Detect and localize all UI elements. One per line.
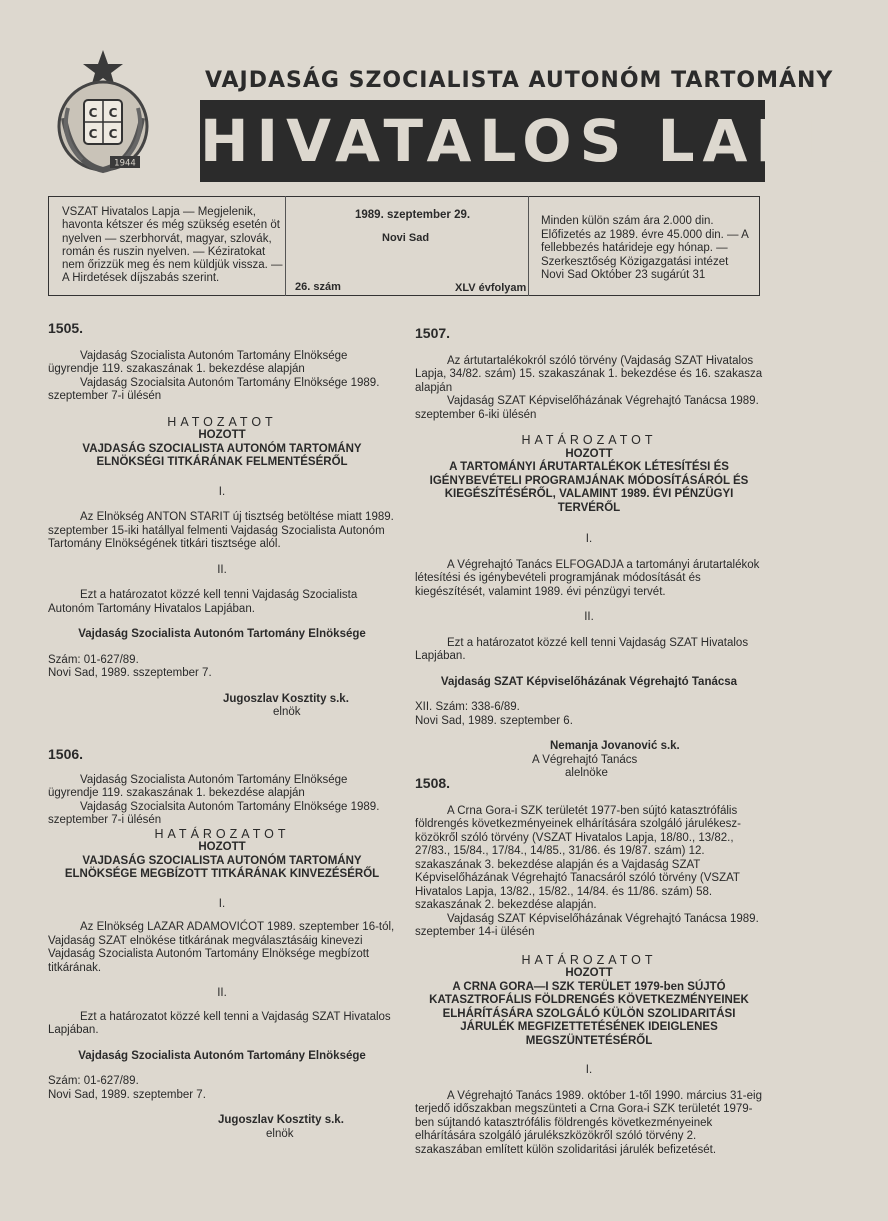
issue-volume: XLV évfolyam — [455, 282, 527, 294]
decision-title: VAJDASÁG SZOCIALISTA AUTONÓM TARTOMÁNY ELNÖKSÉGI TITKÁRÁNAK FELMENTÉSÉRŐL — [82, 442, 362, 468]
divider — [285, 196, 286, 296]
issuer: Vajdaság SZAT Képviselőházának Végrehajtó Tanácsa — [440, 675, 738, 688]
intro-text: Vajdaság Szocialista Autonóm Tartomány Elnöksége ügyrendje 119. szakaszának 1. bekezdése alapján — [48, 773, 348, 799]
issuer: Vajdaság Szocialista Autonóm Tartomány Elnöksége — [78, 1049, 366, 1062]
decision-title: A TARTOMÁNYI ÁRUTARTALÉKOK LÉTESÍTÉSI ÉS IGÉNYBEVÉTELI PROGRAMJÁNAK MÓDOSÍTÁSÁRÓL ÉS KIEGÉSZÍTÉSÉRŐL, VALAMINT 1989. ÉVI PÉNZÜGYI TERVÉRŐL — [429, 461, 749, 514]
intro-text: Vajdaság Szocialsita Autonóm Tartomány Elnöksége 1989. szeptember 7-i ülésén — [48, 800, 380, 826]
section-roman: I. — [585, 533, 593, 545]
reference-number: Szám: 01-627/89. — [48, 1075, 139, 1087]
masthead-subtitle: VAJDASÁG SZOCIALISTA AUTONÓM TARTOMÁNY — [205, 68, 834, 93]
body-text: Az Elnökség LAZAR ADAMOVIĆOT 1989. szeptember 16-tól, Vajdaság SZAT elnökése titkárának megválasztásáig kinevezi Vajdaság Szocialista Autonóm Tartomány Elnöksége megbízott titkárának. — [48, 921, 395, 974]
masthead-title: HIVATALOS LAPJA — [200, 100, 765, 182]
section-number: 1506. — [48, 746, 84, 762]
doc-type: HATÁROZATOT — [154, 826, 290, 841]
svg-text:C: C — [88, 106, 98, 120]
intro-text: Az ártutartalékokról szóló törvény (Vajdaság SZAT Hivatalos Lapja, 34/82. szám) 15. szakaszának 1. bekezdése és 16. szakasza alapján — [415, 354, 763, 394]
body-text: Ezt a határozatot közzé kell tenni Vajdaság SZAT Hivatalos Lapjában. — [415, 636, 749, 662]
doc-type: HATÁROZATOT — [521, 433, 657, 447]
section-number: 1505. — [48, 320, 84, 336]
section-number: 1508. — [415, 775, 451, 791]
intro-text: Vajdaság SZAT Képviselőházának Végrehajtó Tanácsa 1989. szeptember 14-i ülésén — [415, 912, 759, 938]
signer-name: Jugoszlav Kosztity s.k. — [223, 692, 349, 705]
section-roman: I. — [218, 897, 226, 910]
body-text: A Végrehajtó Tanács ELFOGADJA a tartományi árutartalékok létesítési és igénybevételi programjának módosítását és kiegészítését, valamint 1989. évi pénzügyi tervét. — [415, 558, 760, 598]
decision-title: VAJDASÁG SZOCIALISTA AUTONÓM TARTOMÁNY ELNÖKSÉGE MEGBÍZOTT TITKÁRÁNAK KINVEZÉSÉRŐL — [64, 854, 380, 880]
intro-text: Vajdaság SZAT Képviselőházának Végrehajtó Tanácsa 1989. szeptember 6-iki ülésén — [415, 395, 759, 421]
hozott-label: HOZOTT — [198, 429, 246, 441]
section-roman: II. — [217, 563, 227, 576]
decision-title: A CRNA GORA—I SZK TERÜLET 1979-ben SÚJTÓ KATASZTROFÁLIS FÖLDRENGÉS KÖVETKEZMÉNYEINEK ELHÁRÍTÁSÁRA SZOLGÁLÓ KÜLÖN SZOLIDARITÁSI JÁRULÉK MEGFIZETTETÉSÉNEK IDEIGLENES MEGSZÜNTETÉSÉRŐL — [429, 980, 749, 1047]
issue-city: Novi Sad — [382, 232, 430, 244]
section-1505 — [48, 322, 396, 720]
section-roman: I. — [585, 1064, 593, 1076]
hozott-label: HOZOTT — [565, 967, 613, 979]
issue-date: 1989. szeptember 29. — [355, 209, 471, 221]
hozott-label: HOZOTT — [565, 447, 613, 460]
place-date: Novi Sad, 1989. szeptember 6. — [415, 714, 573, 727]
issuer: Vajdaság Szocialista Autonóm Tartomány Elnöksége — [78, 628, 366, 640]
publication-info: VSZAT Hivatalos Lapja — Megjelenik, havonta kétszer és még szükség esetén öt nyelven — szerbhorvát, magyar, szlovák, román és ruszin nyelven. — Kéziratokat nem őrizzük meg és nem küldjük vissza. — A Hirdetések díjszabás szerint. — [62, 206, 283, 285]
section-roman: II. — [584, 611, 594, 623]
section-1506 — [48, 748, 396, 1141]
section-roman: II. — [217, 987, 227, 999]
coat-of-arms-emblem — [52, 48, 154, 178]
signer-role: A Végrehajtó Tanács — [532, 753, 638, 766]
signer-name: Nemanja Jovanović s.k. — [550, 740, 680, 752]
body-text: A Végrehajtó Tanács 1989. október 1-től 1990. március 31-eig terjedő időszakban megszünteti a Crna Gora-i SZK területét 1979-ben sújtandó katasztrófális földrengés következményeinek elhárítására szolgáló járulékszközökről szóló törvény 2. szakaszában említett külön szolidaritási járulék befizetését. — [415, 1089, 762, 1156]
doc-type: HATOZATOT — [167, 414, 277, 429]
emblem-year: 1944 — [114, 158, 136, 169]
intro-text: A Crna Gora-i SZK területét 1977-ben sújtó katasztrófális földrengés következményeinek elhárítására szolgáló járulékesz-közökről szóló törvény (VSZAT Hivatalos Lapja, 18/80., 13/82., 27/83., 15/84., 17/84., 14/85., 31/86. és 19/87. szám) 12. szakaszának 3. bekezdése alapján és a Vajdaság SZAT Képviselőházának Végrehajtó Tanacsáról szóló törvény (VSZAT Hivatalos Lapja, 13/82., 15/82., 14/84. és 11/86. szám) 58. szakaszának 2. bekezdése alapján. — [415, 804, 742, 911]
divider — [528, 196, 529, 296]
issue-number: 26. szám — [295, 281, 341, 293]
section-roman: I. — [218, 485, 226, 498]
section-1507 — [415, 327, 763, 781]
body-text: Ezt a határozatot közzé kell tenni Vajdaság Szocialista Autonóm Tartomány Hivatalos Lapjában. — [48, 589, 358, 615]
reference-number: Szám: 01-627/89. — [48, 653, 139, 666]
intro-text: Vajdaság Szocialsita Autonóm Tartomány Elnöksége 1989. szeptember 7-i ülésén — [48, 376, 380, 402]
place-date: Novi Sad, 1989. szeptember 7. — [48, 1088, 206, 1101]
pricing-info: Minden külön szám ára 2.000 din. Előfizetés az 1989. évre 45.000 din. — A fellebbezés határideje egy hónap. — Szerkesztőség Közigazgatási intézet Novi Sad Október 23 sugárút 31 — [541, 215, 749, 281]
signer-role: elnök — [266, 1127, 294, 1140]
svg-text:C: C — [108, 106, 118, 120]
hozott-label: HOZOTT — [198, 841, 246, 853]
reference-number: XII. Szám: 338-6/89. — [415, 701, 520, 713]
section-1508 — [415, 777, 763, 1157]
signer-role: alelnöke — [565, 767, 608, 779]
doc-type: HATÁROZATOT — [521, 952, 657, 967]
svg-text:C: C — [108, 127, 118, 141]
section-number: 1507. — [415, 325, 451, 341]
signer-role: elnök — [273, 706, 301, 718]
body-text: Ezt a határozatot közzé kell tenni a Vajdaság SZAT Hivatalos Lapjában. — [48, 1010, 391, 1036]
svg-text:C: C — [88, 127, 98, 141]
place-date: Novi Sad, 1989. sszeptember 7. — [48, 667, 212, 679]
body-text: Az Elnökség ANTON STARIT új tisztség betöltése miatt 1989. szeptember 15-iki hatállyal felmenti Vajdaság Szocialista Autonóm Tartomány Elnökségének titkári tisztsége alól. — [48, 511, 394, 550]
intro-text: Vajdaság Szocialista Autonóm Tartomány Elnöksége ügyrendje 119. szakaszának 1. bekezdése alapján — [48, 349, 348, 375]
signer-name: Jugoszlav Kosztity s.k. — [218, 1114, 344, 1126]
